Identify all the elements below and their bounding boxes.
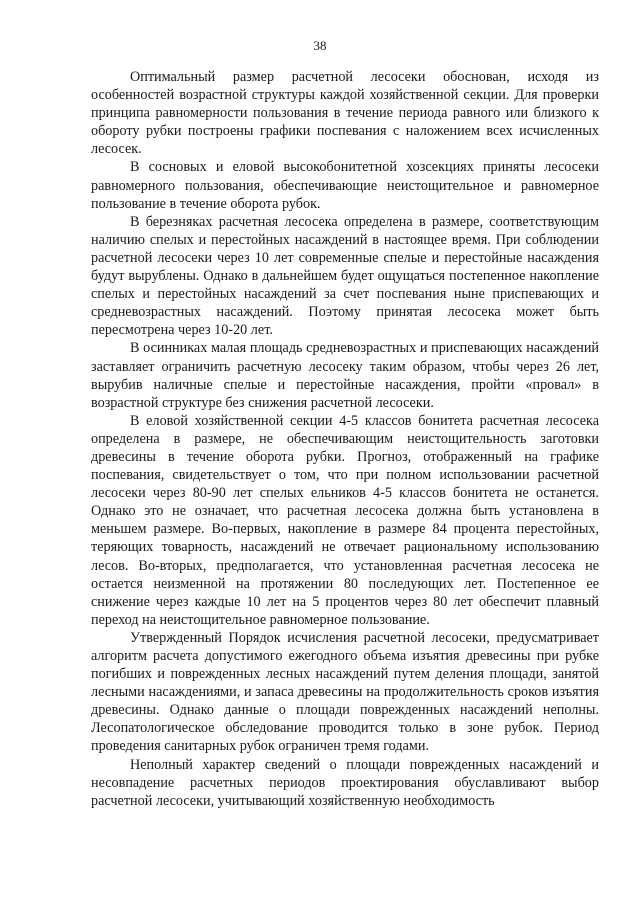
paragraph-incomplete-data: Неполный характер сведений о площади поврежденных насаждений и несовпадение расчетных периодов проектирования обуславливают выбор расчетной лесосеки, учитывающий хозяйственную необходимость — [91, 756, 599, 809]
paragraph-pine-spruce-sections: В сосновых и еловой высокобонитетной хозсекциях приняты лесосеки равномерного пользования, обеспечивающие неистощительное и равномерное пользование в течение оборота рубок. — [91, 159, 599, 212]
paragraph-spruce-section-4-5: В еловой хозяйственной секции 4-5 классов бонитета расчетная лесосека определена в размере, не обеспечивающим неистощительность заготовки древесины в течение оборота рубки. Прогноз, отображенный на графике поспевания, свидетельствует о том, что при полном использовании расчетной лесосеки через 80-90 лет спелых ельников 4-5 классов бонитета не останется. Однако это не означает, что расчетная лесосека должна быть установлена в меньшем размере. Во-первых, накопление в размере 84 процента перестойных, теряющих товарность, насаждений не отвечает рациональному использованию лесов. Во-вторых, предполагается, что установленная расчетная лесосека не остается неизменной на протяжении 80 последующих лет. Постепенное ее снижение через каждые 10 лет на 5 процентов через 80 лет обеспечит плавный переход на неистощительное равномерное пользование. — [91, 412, 599, 628]
paragraph-calculation-procedure: Утвержденный Порядок исчисления расчетной лесосеки, предусматривает алгоритм расчета допустимого ежегодного объема изъятия древесины при рубке погибших и поврежденных лесных насаждений путем деления площади, занятой лесными насаждениями, и запаса древесины на продолжительность сроков изъятия древесины. Однако данные о площади поврежденных насаждений неполны. Лесопатологическое обследование проводится только в зоне рубок. Период проведения санитарных рубок ограничен тремя годами. — [91, 629, 599, 755]
paragraph-aspen-stands: В осинниках малая площадь средневозрастных и приспевающих насаждений заставляет ограничить расчетную лесосеку таким образом, чтобы через 26 лет, вырубив наличные спелые и перестойные насаждения, пройти «провал» в возрастной структуре без снижения расчетной лесосеки. — [91, 340, 599, 411]
paragraph-birch-stands: В березняках расчетная лесосека определена в размере, соответствующим наличию спелых и перестойных насаждений в настоящее время. При соблюдении расчетной лесосеки через 10 лет современные спелые и перестойные насаждения будут вырублены. Однако в дальнейшем будет ощущаться постепенное накопление спелых и перестойных насаждений за счет поспевания ныне приспевающих и средневозрастных насаждений. Поэтому принятая лесосека может быть пересмотрена через 10-20 лет. — [91, 213, 599, 339]
paragraph-allowable-cut-justification: Оптимальный размер расчетной лесосеки обоснован, исходя из особенностей возрастной структуры каждой хозяйственной секции. Для проверки принципа равномерности пользования в течение периода равного или близкого к обороту рубки построены графики поспевания с наложением всех исчисленных лесосек. — [91, 69, 599, 158]
body-text — [91, 68, 599, 810]
page-number: 38 — [313, 38, 327, 53]
